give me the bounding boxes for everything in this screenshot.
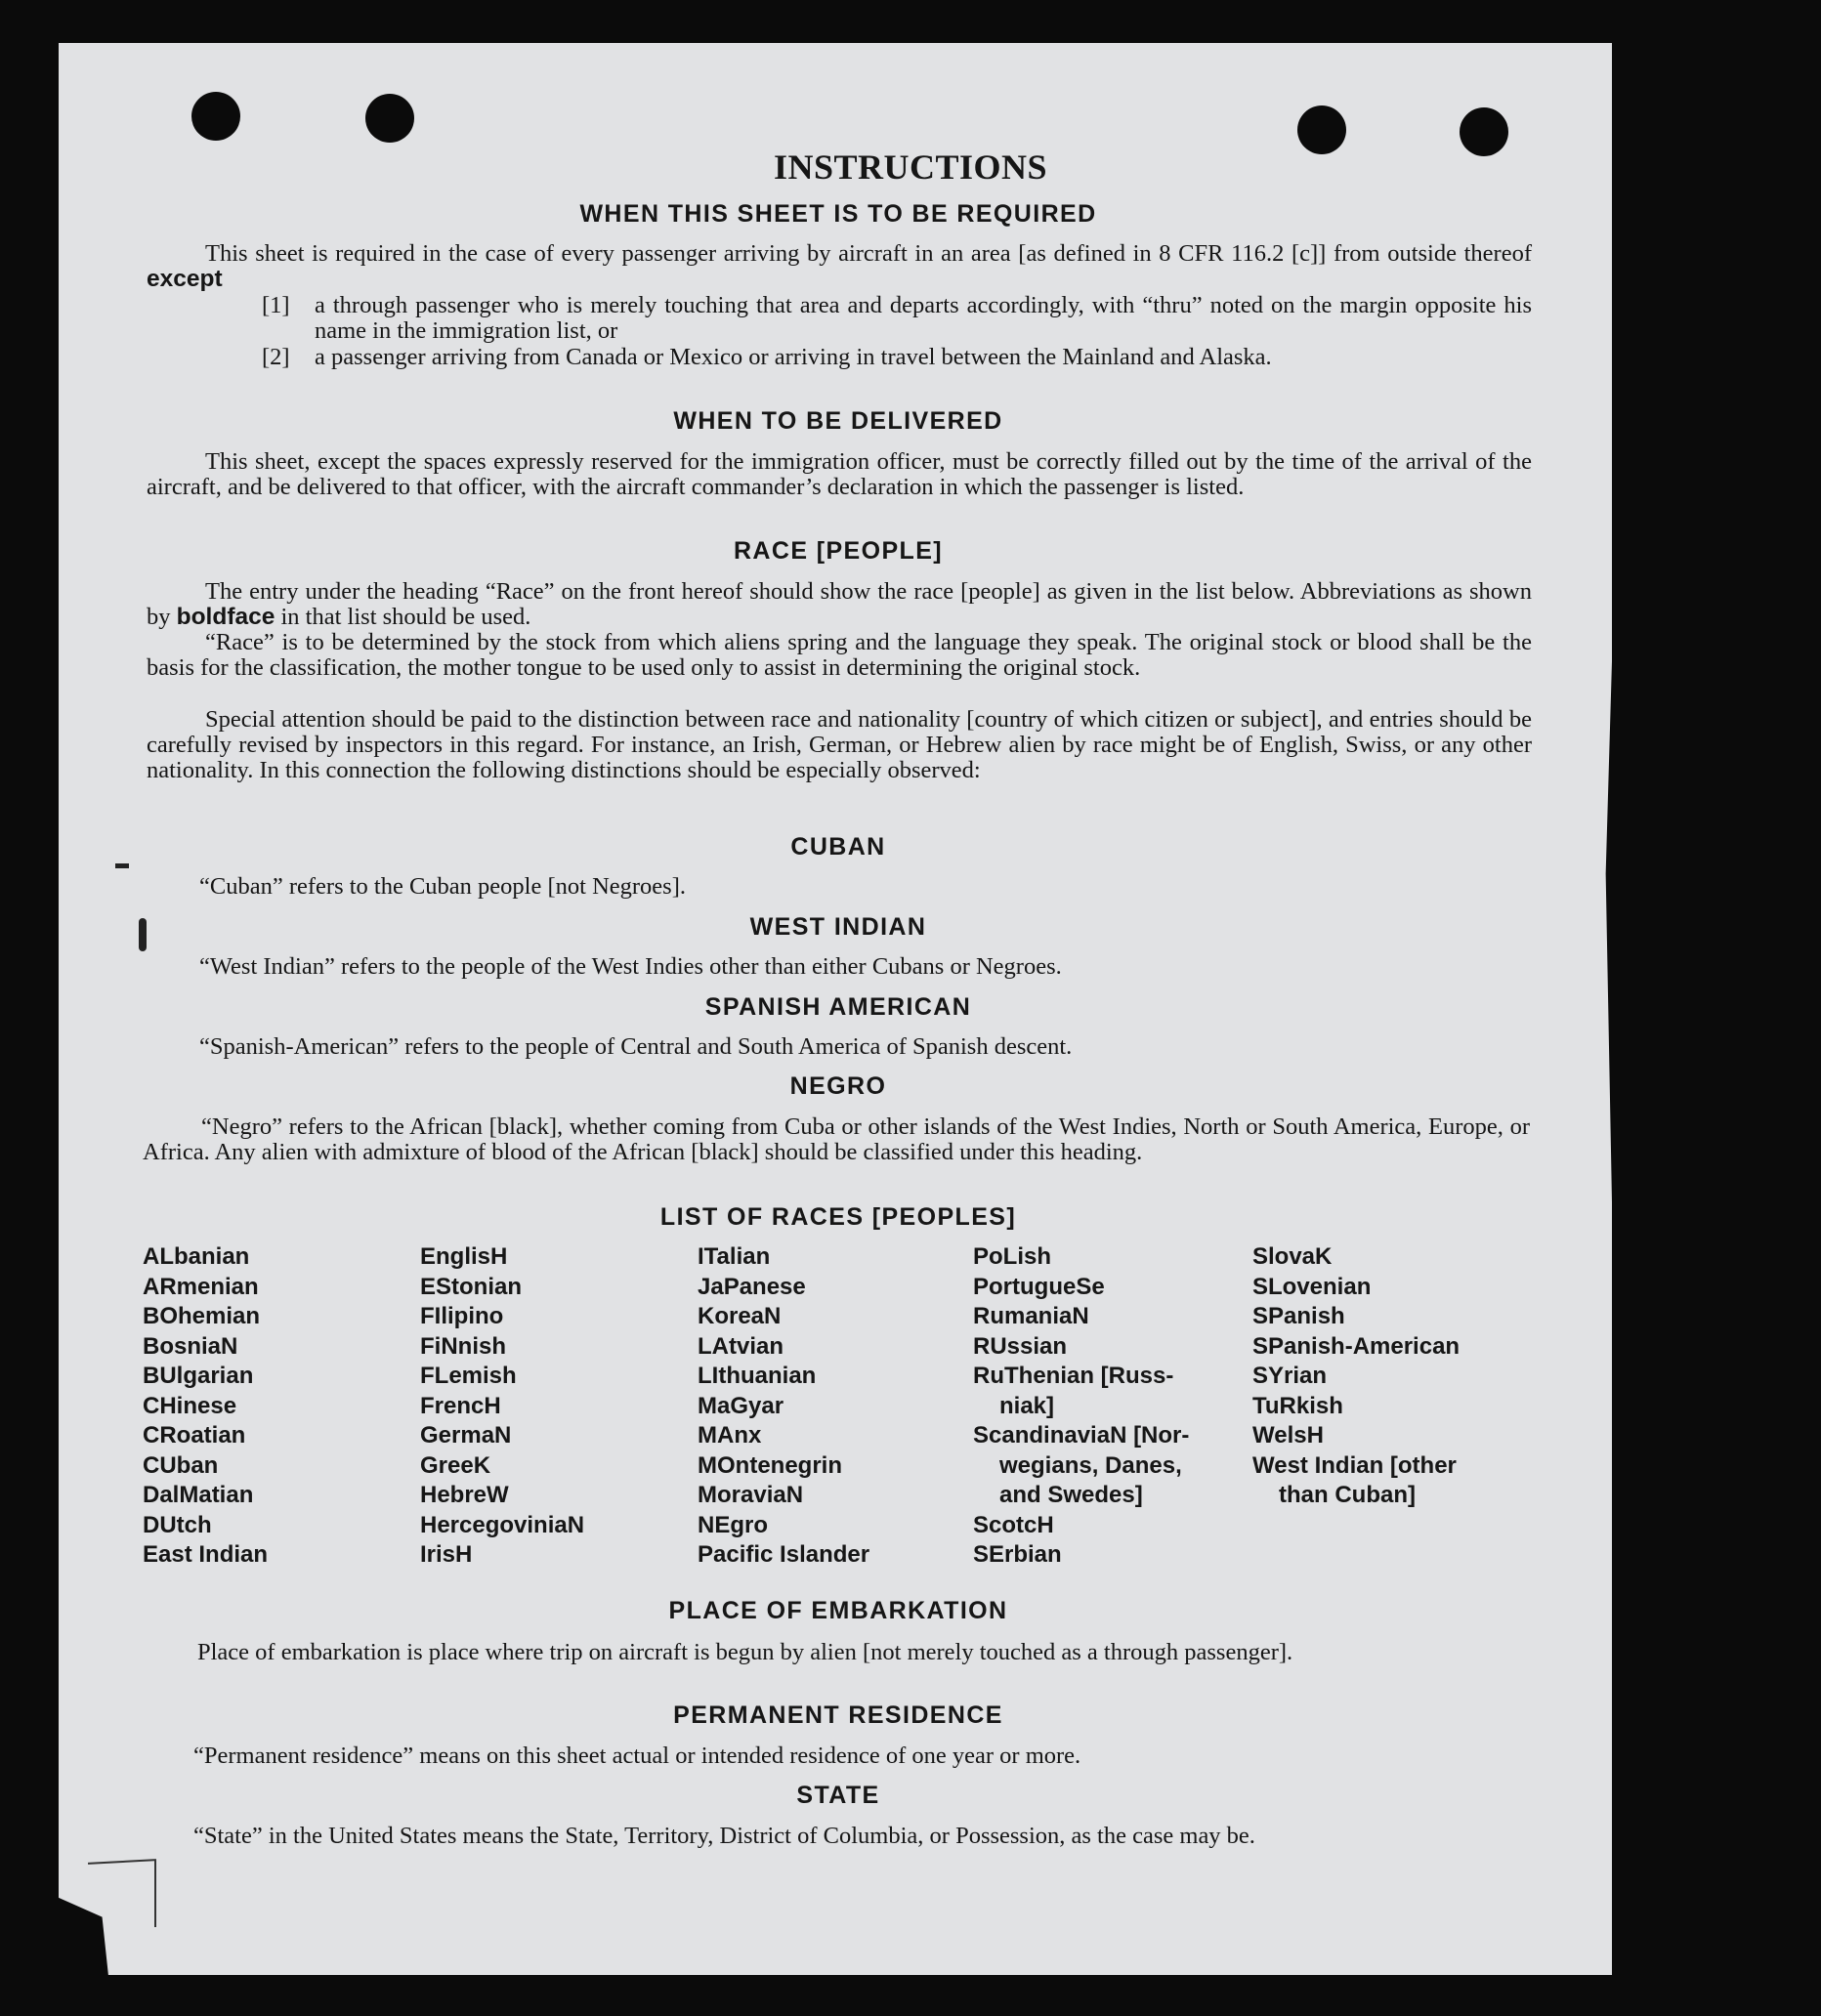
heading-delivered: WHEN TO BE DELIVERED: [673, 407, 1003, 435]
race-item: PoLish: [973, 1243, 1052, 1270]
required-intro-text: This sheet is required in the case of every passenger arriving by aircraft in an area [as defined in 8 CFR 116.2 [c]] from outside thereof: [205, 240, 1532, 267]
folded-corner: [154, 1861, 156, 1927]
race-item: East Indian: [143, 1541, 269, 1568]
race-item: RUssian: [973, 1332, 1068, 1360]
race-item: FiNnish: [420, 1332, 506, 1360]
race-item: BOhemian: [143, 1303, 261, 1329]
race-item: and Swedes]: [999, 1482, 1143, 1508]
race-item: ScotcH: [973, 1511, 1054, 1538]
heading-spanish-american: SPANISH AMERICAN: [704, 993, 972, 1021]
item-number: [2]: [262, 344, 290, 370]
boldface-word: boldface: [176, 604, 275, 631]
heading-cuban: CUBAN: [790, 833, 886, 861]
races-column-3: [698, 1242, 869, 1571]
race-item: EStonian: [420, 1273, 523, 1300]
race-item: niak]: [999, 1392, 1055, 1419]
race-item: LIthuanian: [698, 1363, 817, 1389]
race-p1a: The entry under the heading “Race” on the front hereof should show the race [people] as given in the list below. Abbreviations as shown by: [147, 578, 1532, 631]
race-item: RumaniaN: [973, 1303, 1089, 1329]
heading-races-list: LIST OF RACES [PEOPLES]: [659, 1203, 1017, 1231]
race-item: GreeK: [420, 1451, 491, 1479]
race-item: SYrian: [1252, 1363, 1328, 1389]
race-item: BosniaN: [143, 1332, 238, 1360]
race-item: WelsH: [1252, 1422, 1324, 1449]
race-item: JaPanese: [698, 1273, 806, 1300]
heading-state: STATE: [796, 1782, 880, 1809]
required-item-2: [262, 345, 1532, 370]
race-item: SPanish-American: [1252, 1332, 1461, 1360]
required-intro: [147, 241, 1532, 292]
race-item: EnglisH: [420, 1243, 508, 1270]
race-paragraph-2: “Race” is to be determined by the stock from which aliens spring and the language they speak. The original stock or blood shall be the basis for the classification, the mother tongue to be used only to assist in determining the original stock.: [147, 629, 1532, 682]
race-item: HercegoviniaN: [420, 1511, 585, 1538]
item-text: a through passenger who is merely touching that area and departs accordingly, with “thru” noted on the margin opposite his name in the immigration list, or: [315, 292, 1532, 345]
races-column-5: [1252, 1242, 1460, 1511]
race-paragraph-1: [147, 579, 1532, 630]
cuban-text: “Cuban” refers to the Cuban people [not Negroes].: [199, 873, 686, 900]
heading-negro: NEGRO: [789, 1072, 887, 1100]
race-item: SLovenian: [1252, 1273, 1372, 1300]
race-item: MAnx: [698, 1422, 762, 1449]
race-item: MOntenegrin: [698, 1451, 842, 1479]
race-p1c: in that list should be used.: [280, 604, 531, 631]
race-item: IrisH: [420, 1541, 473, 1568]
race-item: CUban: [143, 1451, 219, 1479]
race-item: ScandinaviaN [Nor-: [973, 1422, 1190, 1449]
race-paragraph-3: Special attention should be paid to the distinction between race and nationality [country of which citizen or subject], and entries should be carefully revised by inspectors in this regard. For instance, an Irish, German, or Hebrew alien by race might be of English, Swiss, or any other nationality. In this connection the following distinctions should be especially observed:: [147, 706, 1532, 784]
west-indian-text: “West Indian” refers to the people of the West Indies other than either Cubans or Negroes.: [199, 953, 1062, 980]
heading-residence: PERMANENT RESIDENCE: [673, 1701, 1003, 1729]
race-item: HebreW: [420, 1482, 509, 1508]
race-item: MoraviaN: [698, 1482, 804, 1508]
race-item: ARmenian: [143, 1273, 259, 1300]
race-item: West Indian [other: [1252, 1451, 1457, 1479]
race-item: SErbian: [973, 1541, 1062, 1568]
item-number: [1]: [262, 292, 290, 318]
race-item: wegians, Danes,: [999, 1451, 1182, 1479]
delivered-text: This sheet, except the spaces expressly reserved for the immigration officer, must be correctly filled out by the time of the arrival of the aircraft, and be delivered to that officer, with the aircraft commander’s declaration in which the passenger is listed.: [147, 448, 1532, 501]
page-title: INSTRUCTIONS: [773, 147, 1048, 187]
races-column-4: [973, 1242, 1189, 1571]
race-item: SPanish: [1252, 1303, 1345, 1329]
race-item: TuRkish: [1252, 1392, 1343, 1419]
race-item: NEgro: [698, 1511, 768, 1538]
ink-speck: [115, 863, 129, 868]
heading-embarkation: PLACE OF EMBARKATION: [668, 1597, 1008, 1624]
race-item: DalMatian: [143, 1482, 254, 1508]
heading-required: WHEN THIS SHEET IS TO BE REQUIRED: [579, 200, 1097, 228]
race-item: KoreaN: [698, 1303, 782, 1329]
except-word: except: [147, 266, 223, 293]
punch-hole: [365, 94, 414, 143]
races-column-2: [420, 1242, 584, 1571]
race-item: ALbanian: [143, 1243, 250, 1270]
required-item-1: [262, 293, 1532, 344]
race-item: CRoatian: [143, 1422, 246, 1449]
race-item: LAtvian: [698, 1332, 784, 1360]
race-item: DUtch: [143, 1511, 212, 1538]
race-item: FIlipino: [420, 1303, 504, 1329]
race-item: SlovaK: [1252, 1243, 1333, 1270]
negro-text: “Negro” refers to the African [black], whether coming from Cuba or other islands of the West Indies, North or South America, Europe, or Africa. Any alien with admixture of blood of the African [black] should be classified under this heading.: [143, 1113, 1530, 1166]
race-item: PortugueSe: [973, 1273, 1105, 1300]
heading-west-indian: WEST INDIAN: [749, 913, 927, 941]
punch-hole: [191, 92, 240, 141]
race-item: CHinese: [143, 1392, 237, 1419]
race-item: RuThenian [Russ-: [973, 1363, 1174, 1389]
heading-race: RACE [PEOPLE]: [733, 537, 944, 565]
race-item: FrencH: [420, 1392, 501, 1419]
race-item: than Cuban]: [1279, 1482, 1416, 1508]
race-item: ITalian: [698, 1243, 771, 1270]
race-item: FLemish: [420, 1363, 517, 1389]
item-text: a passenger arriving from Canada or Mexico or arriving in travel between the Mainland and Alaska.: [315, 344, 1272, 370]
embarkation-text: Place of embarkation is place where trip on aircraft is begun by alien [not merely touched as a through passenger].: [197, 1639, 1293, 1665]
state-text: “State” in the United States means the State, Territory, District of Columbia, or Possession, as the case may be.: [193, 1823, 1255, 1849]
race-item: Pacific Islander: [698, 1541, 870, 1568]
race-item: BUlgarian: [143, 1363, 254, 1389]
race-item: GermaN: [420, 1422, 512, 1449]
race-item: MaGyar: [698, 1392, 784, 1419]
residence-text: “Permanent residence” means on this sheet actual or intended residence of one year or more.: [193, 1743, 1081, 1769]
races-column-1: [143, 1242, 268, 1571]
spanish-american-text: “Spanish-American” refers to the people of Central and South America of Spanish descent.: [199, 1033, 1073, 1060]
